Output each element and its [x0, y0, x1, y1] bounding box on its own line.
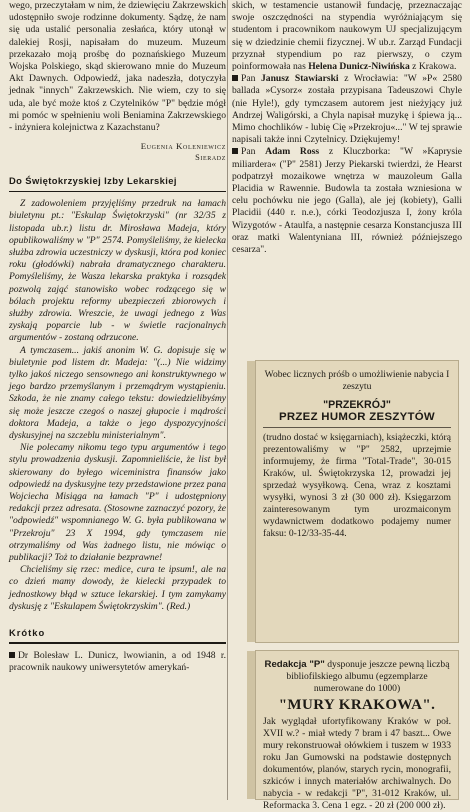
- section-izba-body: [9, 198, 226, 613]
- person-name: Helena Dunicz-Niwińska: [308, 61, 410, 73]
- section-rule: [9, 191, 226, 193]
- krotko-continuation: skich, w testamencie ustanowił fundację, przeznaczając swoje oszczędności na stypendia wyróżniającym się studentom i pracownikom naukowym UJ specjalizującym się w dziedzinie chemii fizycznej. W ub.r. Zarząd Fundacji przyznał stypendium po raz pierwszy, o czym poinformowała nas Helena Dunicz-Niwińska z Krakowa.: [232, 0, 462, 73]
- section-rule: [9, 642, 226, 644]
- reader-note-ross: Pan Adam Ross z Kluczborka: "W »Kaprysie miliardera« ("P" 2581) Jerzy Piekarski twierdzi, że Hearst podpatrzył mozaikowe wnętrza w mauzoleum Galla Placidia w Rawennie. Budowla ta została wzniesiona w celu pochówku nie jego (Galla), ale jej (kobiety), Galli Placidii (440 r. n.e.), córki Teodozjusza I, żony króla Wizygotów - Ataulfa, a następnie cesarza Konstancjusza III oraz matki Walentyniana III, również późniejszego cesarza".: [232, 146, 462, 256]
- notice-box-przekroj: [255, 360, 459, 643]
- album-intro: Redakcja "P" dysponuje jeszcze pewną liczbą bibliofilskiego albumu (egzemplarze numerowane do 1000): [264, 659, 450, 694]
- left-column: [9, 0, 226, 674]
- signature-name: Eugenia Koleniewicz: [140, 141, 226, 152]
- box-shadow-strip: [247, 651, 255, 799]
- notice-box-mury: [255, 650, 459, 811]
- letter-text: wego, przeczytałam w nim, że dziewięciu Zakrzewskich udostępniło swoje rodzinne dokumenty. Sądzę, że nam się uda ustalić personalia zesłańca, który utonął w dalekiej Rosji, napisałam do muzeum. Muzeum przekazało moją prośbę do poznańskiego Muzeum Wojska Polskiego, skąd skierowano mnie do Muzeum Akt Dawnych. Odpowiedź, jaka nadeszła, dotyczyła jednak "innych" Zakrzewskich. Nie wiem, czy to się uda, ale być może ktoś z Czytelników "P" będzie mógł mi pomóc w spełnieniu woli Beniamina Zakrzewskiego - inżyniera kolejnictwa z Kazachstanu?: [9, 0, 226, 134]
- notice-rule: [263, 427, 451, 428]
- section-heading-izba: Do Świętokrzyskiej Izby Lekarskiej: [9, 175, 177, 187]
- album-body: Jak wyglądał ufortyfikowany Kraków w poł. XVII w.? - miał wtedy 7 bram i 47 baszt... Owe mury rekonstruował ołówkiem i tuszem w 1933 roku Jan Gumowski na podstawie dostępnych dokumentów, planów, starych rycin, monografii, szkiców i innych materiałów archiwalnych. Do nabycia - w redakcji "P", 31-012 Kraków, ul. Reformacka 3. Cena 1 egz. - 20 zł (200 000 zł).: [263, 716, 451, 811]
- paragraph: Nie polecamy nikomu tego typu argumentów i tego stylu prowadzenia dyskusji. Zapomnieliście, że list był skierowany do byłego wiceministra finansów jako odpowiedź na dyskusyjne tezy przedstawione przez pana Wojciecha Misiąga na łamach "P" i udostępniony redakcji przez adresata. (Stosowne zaznaczyć pozory, że "odpowiedź" wspomnianego W. G. była publikowana w "Przekroju" 23 X 1994, gdy tymczasem nie otrzymaliśmy od Was żadnego listu, nie mówiąc o publikacji? Toż to działanie bezprawne!: [9, 442, 226, 564]
- paragraph: Z zadowoleniem przyjęliśmy przedruk na łamach biuletynu pt.: "Eskulap Świętokrzyski" (nr 32/35 z listopada ub.r.) listu dr. Mirosława Madeja, który opublikowaliśmy w "P" 2574. Pomyśleliśmy, że kielecka służba zdrowia uczestniczy w dyskusji, która pod koniec roku (głodówki) nabrała dramatycznego charakteru. Pomyśleliśmy, że Wasza lekarska praktyka i rozsądek pozwolą zająć stanowisko wobec rodzącego się w bólach projektu reformy ubezpieczeń zbiorowych i służby zdrowia. Wreszcie, że uwagi jednego z Was zyskają poparcie lub - w świetle racjonalnych argumentów - zostaną odrzucone.: [9, 198, 226, 344]
- krotko-item: Dr Bolesław L. Dunicz, lwowianin, a od 1948 r. pracownik naukowy uniwersytetów amerykań-: [9, 649, 226, 673]
- bullet-square-icon: [232, 148, 238, 154]
- paragraph: A tymczasem... jakiś anonim W. G. dopisuje się w biuletynie pod listem dr. Madeja: "(...) Nie widzimy tylko jakoś niczego sensownego ani konstruktywnego w jego bardzo przemyślanym i przemądrym wystąpieniu. Szkoda, że nie znamy całego tekstu: dowiedzielibyśmy się może jeszcze czegoś o naszej głupocie i mądrości doktora Madeja, a także o jego dyspozycyjności dyskusyjnej na szczeblu ministerialnym".: [9, 344, 226, 441]
- notice-title-line1: "PRZEKRÓJ": [323, 399, 391, 411]
- reader-note-stawiarski: Pan Janusz Stawiarski z Wrocławia: "W »P« 2580 ballada »Cysorz« została przypisana Tadeuszowi Chyle (nie Hyle!), gdy tymczasem autorem jest nieżyjący już Andrzej Waligórski, a Chyla napisał muzykę i śpiewa ją... Mimo chochlików - lubię Cię »Przekroju«..." W tej sprawie napisali także inni Czytelnicy. Dziękujemy!: [232, 73, 462, 146]
- bullet-square-icon: [232, 75, 238, 81]
- section-heading-krotko: Krótko: [9, 627, 46, 639]
- bullet-square-icon: [9, 652, 15, 658]
- right-column: [232, 0, 462, 256]
- album-title: "MURY KRAKOWA".: [278, 697, 436, 713]
- notice-intro: Wobec licznych próśb o umożliwienie nabycia I zeszytu: [264, 369, 450, 392]
- column-divider: [227, 0, 228, 800]
- person-name: Adam Ross: [265, 146, 320, 158]
- notice-body: (trudno dostać w księgarniach), książeczki, którą prezentowaliśmy w "P" 2582, uprzejmie informujemy, że firma "Total-Trade", 30-015 Kraków, ul. Świętokrzyska 12, prowadzi jej sprzedaż wysyłkową. Cena, wraz z kosztami wysyłki, wynosi 3 zł (30 000 zł). Księgarzom zainteresowanym tym urozmaiconym wydawnictwem dodatkowo podajemy numer faksu: 0-12/33-35-44.: [263, 432, 451, 539]
- person-name: Janusz Stawiarski: [261, 73, 339, 85]
- notice-title-line2: PRZEZ HUMOR ZESZYTÓW: [279, 411, 435, 423]
- paragraph: Chcieliśmy się rzec: medice, cura te ipsum!, ale na co dzień mamy dowody, że kielecki przypadek to jednostkowy błąd w sztuce lekarskiej. I tym zamykamy dyskusję z "Eskulapem Świętokrzyskim". (Red.): [9, 564, 226, 612]
- box-shadow-strip: [247, 361, 255, 642]
- signature-place: Sieradz: [195, 153, 226, 163]
